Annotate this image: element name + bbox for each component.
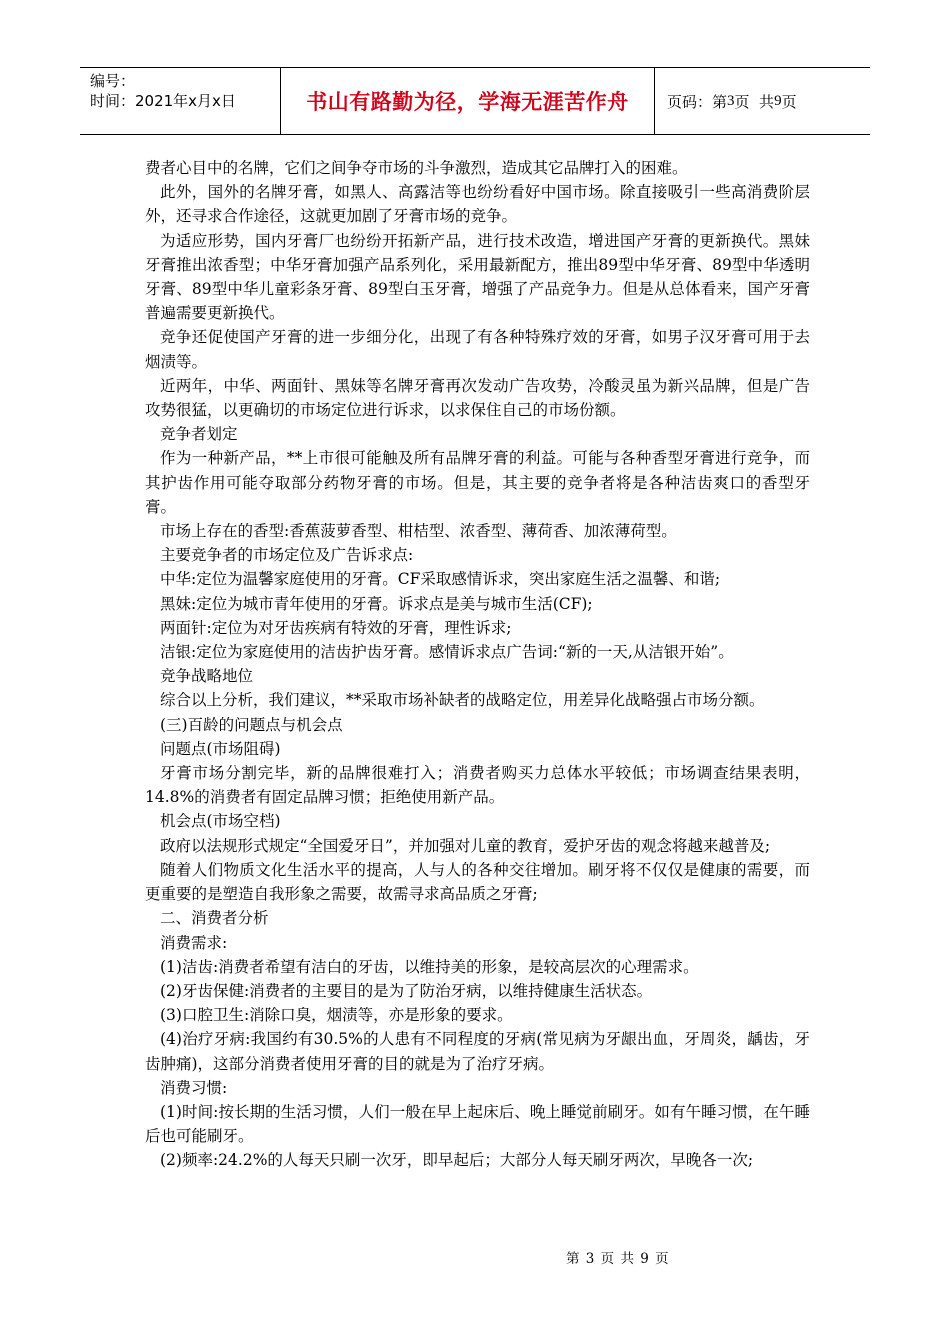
paragraph: 随着人们物质文化生活水平的提高，人与人的各种交往增加。刷牙将不仅仅是健康的需要，而更重要的是塑造自我形象之需要，故需寻求高品质之牙膏; xyxy=(145,860,810,904)
section-heading: 问题点(市场阻碍) xyxy=(160,739,281,758)
paragraph: 近两年，中华、两面针、黑妹等名牌牙膏再次发动广告攻势，冷酸灵虽为新兴品牌，但是广告攻势很猛，以更确切的市场定位进行诉求，以求保住自己的市场份额。 xyxy=(145,376,810,420)
section-heading: 竞争战略地位 xyxy=(160,667,254,686)
page-current: 3 xyxy=(727,92,735,109)
page-total: 9 xyxy=(774,92,782,109)
paragraph: 中华:定位为温馨家庭使用的牙膏。CF采取感情诉求，突出家庭生活之温馨、和谐; xyxy=(160,570,721,589)
header-motto-cell xyxy=(280,68,655,134)
section-heading: 二、消费者分析 xyxy=(160,909,269,928)
header-meta xyxy=(80,68,280,134)
header-page-number xyxy=(655,68,870,134)
paragraph: 洁银:定位为家庭使用的洁齿护齿牙膏。感情诉求点广告词:“新的一天,从洁银开始”。 xyxy=(160,643,734,662)
body-content xyxy=(145,156,810,1173)
list-item: (4)治疗牙病:我国约有30.5%的人患有不同程度的牙病(常见病为牙龈出血，牙周炎，龋齿，牙齿肿痛)，这部分消费者使用牙膏的目的就是为了治疗牙病。 xyxy=(145,1030,810,1073)
page-mid: 页 共 xyxy=(734,92,775,111)
page-footer: 第 3 页 共 9 页 xyxy=(566,1251,670,1267)
list-item: (3)口腔卫生:消除口臭，烟渍等，亦是形象的要求。 xyxy=(160,1006,513,1025)
header-motto: 书山有路勤为径，学海无涯苦作舟 xyxy=(306,90,629,114)
section-heading: (三)百龄的问题点与机会点 xyxy=(160,715,343,734)
paragraph: 市场上存在的香型:香蕉菠萝香型、柑桔型、浓香型、薄荷香、加浓薄荷型。 xyxy=(160,522,677,541)
list-item: (2)牙齿保健:消费者的主要目的是为了防治牙病，以维持健康生活状态。 xyxy=(160,981,653,1000)
page-prefix: 页码：第 xyxy=(667,92,728,111)
paragraph: 此外，国外的名牌牙膏，如黑人、高露洁等也纷纷看好中国市场。除直接吸引一些高消费阶层外，还寻求合作途径，这就更加剧了牙膏市场的竞争。 xyxy=(145,183,810,226)
list-item: (1)时间:按长期的生活习惯，人们一般在早上起床后、晚上睡觉前刷牙。如有午睡习惯，在午睡后也可能刷牙。 xyxy=(145,1102,810,1146)
paragraph: 牙膏市场分割完毕，新的品牌很难打入；消费者购买力总体水平较低；市场调查结果表明，14.8%的消费者有固定品牌习惯；拒绝使用新产品。 xyxy=(145,764,810,807)
list-item: (2)频率:24.2%的人每天只刷一次牙，即早起后；大部分人每天刷牙两次，早晚各一次; xyxy=(160,1151,754,1170)
section-heading: 消费需求: xyxy=(160,933,228,952)
paragraph: 黑妹:定位为城市青年使用的牙膏。诉求点是美与城市生活(CF); xyxy=(160,594,593,613)
paragraph: 费者心目中的名牌，它们之间争夺市场的斗争激烈，造成其它品牌打入的困难。 xyxy=(145,159,688,177)
paragraph: 政府以法规形式规定“全国爱牙日”，并加强对儿童的教育，爱护牙齿的观念将越来越普及; xyxy=(160,836,771,855)
section-heading: 消费习惯: xyxy=(160,1078,228,1097)
paragraph: 主要竞争者的市场定位及广告诉求点: xyxy=(160,546,414,565)
page-suffix: 页 xyxy=(781,92,797,111)
paragraph: 综合以上分析，我们建议，**采取市场补缺者的战略定位，用差异化战略强占市场分额。 xyxy=(160,691,765,710)
paragraph: 作为一种新产品，**上市很可能触及所有品牌牙膏的利益。可能与各种香型牙膏进行竞争，而其护齿作用可能夺取部分药物牙膏的市场。但是，其主要的竞争者将是各种洁齿爽口的香型牙膏。 xyxy=(145,449,810,516)
paragraph: 竞争还促使国产牙膏的进一步细分化，出现了有各种特殊疗效的牙膏，如男子汉牙膏可用于去烟渍等。 xyxy=(145,328,810,371)
list-item: (1)洁齿:消费者希望有洁白的牙齿，以维持美的形象，是较高层次的心理需求。 xyxy=(160,957,699,976)
section-heading: 机会点(市场空档) xyxy=(160,812,281,831)
page-header xyxy=(80,67,870,135)
paragraph: 为适应形势，国内牙膏厂也纷纷开拓新产品，进行技术改造，增进国产牙膏的更新换代。黑妹牙膏推出浓香型；中华牙膏加强产品系列化，采用最新配方，推出89型中华牙膏、89型中华透明牙膏、89型中华儿童彩条牙膏、89型白玉牙膏，增强了产品竞争力。但是从总体看来，国产牙膏普遍需要更新换代。 xyxy=(145,231,810,323)
doc-code-label: 编号： xyxy=(90,72,136,90)
section-heading: 竞争者划定 xyxy=(160,425,238,444)
paragraph: 两面针:定位为对牙齿疾病有特效的牙膏，理性诉求; xyxy=(160,618,512,637)
doc-time-label: 时间：2021年x月x日 xyxy=(90,92,236,110)
